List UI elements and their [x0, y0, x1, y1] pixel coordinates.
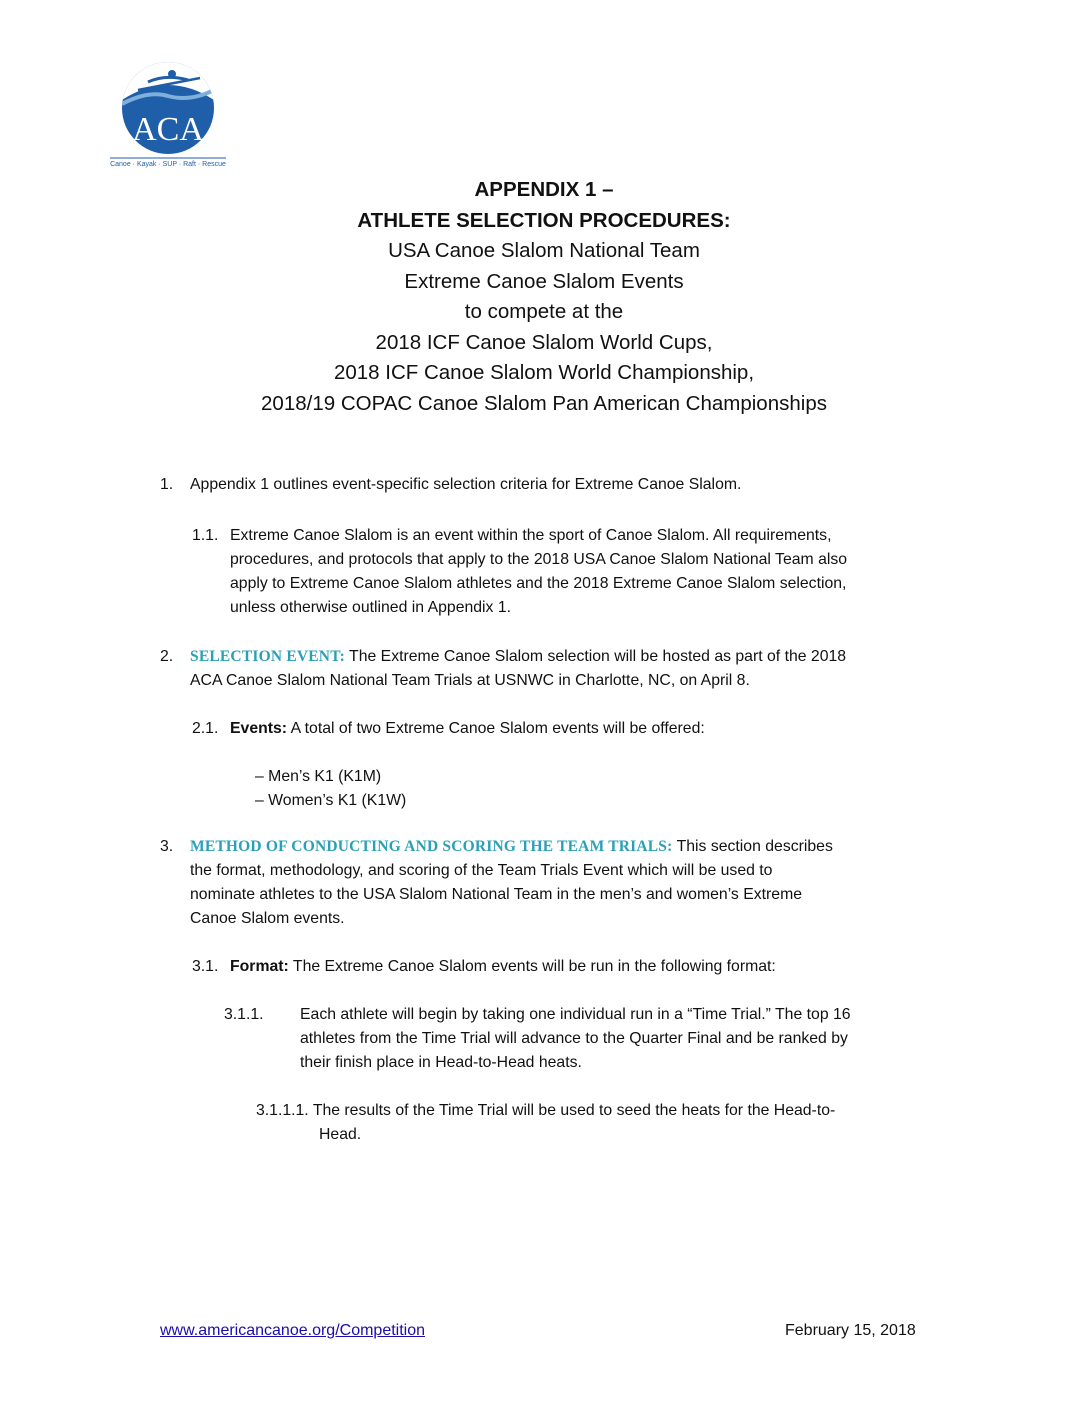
title-line-4: Extreme Canoe Slalom Events	[404, 269, 684, 293]
events-list	[255, 765, 406, 813]
aca-logo	[108, 60, 228, 168]
section-label: Events:	[230, 720, 288, 737]
text-line: Head.	[319, 1126, 362, 1143]
logo-letters: ACA	[132, 111, 204, 148]
text-line: apply to Extreme Canoe Slalom athletes and the 2018 Extreme Canoe Slalom selection,	[230, 575, 847, 592]
section-text	[190, 835, 833, 931]
text-line: nominate athletes to the USA Slalom National Team in the men’s and women’s Extreme	[190, 886, 803, 903]
section-3-1-1-1	[256, 1099, 835, 1147]
text-line: ACA Canoe Slalom National Team Trials at USNWC in Charlotte, NC, on April 8.	[190, 672, 750, 689]
section-text	[190, 645, 846, 693]
text-span: A total of two Extreme Canoe Slalom events will be offered:	[287, 720, 705, 737]
text-span: The Extreme Canoe Slalom events will be run in the following format:	[288, 958, 776, 975]
text-line: their finish place in Head-to-Head heats.	[300, 1054, 582, 1071]
list-item: – Women’s K1 (K1W)	[255, 792, 407, 809]
section-number: 3.1.1.	[224, 1006, 264, 1023]
section-text: Appendix 1 outlines event-specific selection criteria for Extreme Canoe Slalom.	[190, 476, 742, 493]
section-number: 1.	[160, 476, 174, 493]
title-line-1: APPENDIX 1 –	[474, 178, 614, 201]
text-line: Each athlete will begin by taking one individual run in a “Time Trial.” The top 16	[300, 1006, 851, 1023]
text-line: Extreme Canoe Slalom is an event within the sport of Canoe Slalom. All requirements,	[230, 527, 832, 544]
section-number: 2.	[160, 648, 174, 665]
section-text	[230, 955, 776, 979]
section-number: 3.	[160, 838, 174, 855]
title-line-2: ATHLETE SELECTION PROCEDURES:	[357, 208, 731, 232]
text-line	[190, 645, 846, 669]
title-line-6: 2018 ICF Canoe Slalom World Cups,	[375, 330, 713, 354]
section-header: SELECTION EVENT:	[190, 648, 345, 665]
text-line	[256, 1099, 835, 1123]
list-item: – Men’s K1 (K1M)	[255, 768, 382, 785]
section-header: METHOD OF CONDUCTING AND SCORING THE TEAM TRIALS:	[190, 838, 673, 855]
text-line: procedures, and protocols that apply to the 2018 USA Canoe Slalom National Team also	[230, 551, 848, 568]
section-number: 1.1.	[192, 527, 219, 544]
title-line-8: 2018/19 COPAC Canoe Slalom Pan American Championships	[261, 391, 827, 415]
text-line: the format, methodology, and scoring of the Team Trials Event which will be used to	[190, 862, 773, 879]
footer-website-link[interactable]: www.americancanoe.org/Competition	[160, 1322, 426, 1339]
aca-logo-graphic	[108, 60, 228, 168]
title-line-5: to compete at the	[464, 300, 624, 323]
section-number: 3.1.1.1.	[256, 1102, 309, 1119]
footer-date: February 15, 2018	[785, 1322, 916, 1339]
title-line-7: 2018 ICF Canoe Slalom World Championship,	[333, 361, 755, 384]
section-number: 3.1.	[192, 958, 219, 975]
document-title	[0, 175, 1088, 419]
text-span: This section describes	[672, 838, 833, 855]
text-span: The Extreme Canoe Slalom selection will be hosted as part of the 2018	[344, 648, 847, 665]
text-span: The results of the Time Trial will be used to seed the heats for the Head-to-	[312, 1102, 836, 1119]
text-line: Canoe Slalom events.	[190, 910, 345, 927]
section-text	[230, 717, 705, 741]
section-label: Format:	[230, 958, 289, 975]
title-line-3: USA Canoe Slalom National Team	[388, 239, 700, 262]
text-line: unless otherwise outlined in Appendix 1.	[230, 599, 512, 616]
text-line: athletes from the Time Trial will advance to the Quarter Final and be ranked by	[300, 1030, 848, 1047]
text-line	[190, 835, 833, 859]
section-number: 2.1.	[192, 720, 219, 737]
section-text	[300, 1003, 851, 1075]
logo-tagline: Canoe · Kayak · SUP · Raft · Rescue	[110, 161, 226, 168]
section-text	[230, 524, 847, 620]
